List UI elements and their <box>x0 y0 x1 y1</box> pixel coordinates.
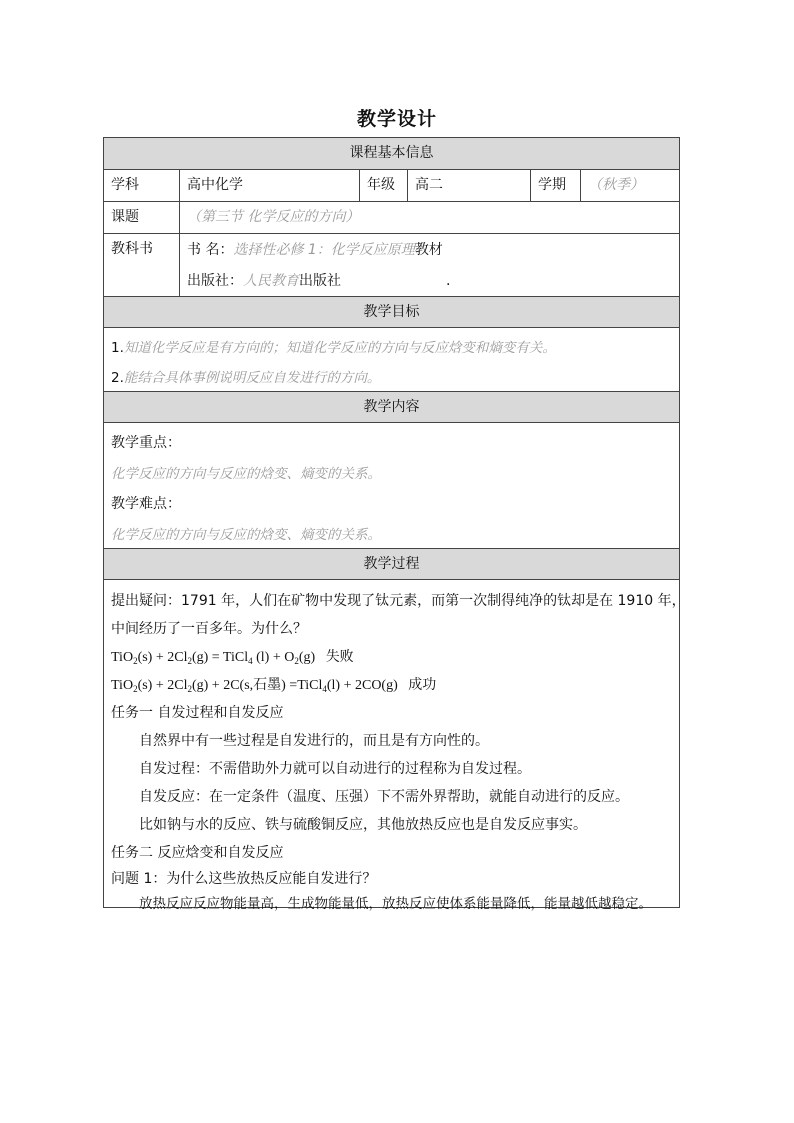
key-point-text: 化学反应的方向与反应的焓变、熵变的关系。 <box>111 466 381 482</box>
basic-info-header: 课程基本信息 <box>104 138 679 169</box>
textbook-label: 教科书 <box>111 241 153 257</box>
topic-label: 课题 <box>111 209 139 225</box>
content-body <box>104 422 679 548</box>
book-prefix: 书 名： <box>187 242 234 258</box>
subject-label: 学科 <box>111 177 139 193</box>
publisher-prefix: 出版社： <box>187 273 243 289</box>
topic-value: （第三节 化学反应的方向） <box>179 202 679 233</box>
book-line <box>187 239 443 259</box>
document-title: 教学设计 <box>356 108 437 130</box>
task-1-para-3: 自发反应：在一定条件（温度、压强）下不需外界帮助，就能自动进行的反应。 <box>139 789 629 805</box>
answer-1: 放热反应反应物能量高，生成物能量低，放热反应使体系能量降低，能量越低越稳定。 <box>139 896 652 912</box>
task-2-title: 任务二 反应焓变和自发反应 <box>111 845 284 861</box>
lesson-plan-table <box>103 137 686 912</box>
task-1-title: 任务一 自发过程和自发反应 <box>111 705 284 721</box>
subject-row <box>104 169 679 201</box>
process-body <box>104 579 686 912</box>
objectives-header: 教学目标 <box>104 296 679 327</box>
content-header: 教学内容 <box>104 391 679 422</box>
publisher-dot: . <box>446 273 451 289</box>
objectives-body <box>104 327 679 391</box>
difficult-point-label: 教学难点： <box>111 496 181 512</box>
subject-value: 高中化学 <box>179 170 359 201</box>
objective-1-number: 1. <box>111 340 124 356</box>
term-value: （秋季） <box>580 170 679 201</box>
publisher-suffix: 出版社 <box>299 273 341 289</box>
process-header: 教学过程 <box>104 548 679 579</box>
process-question-line-1: 提出疑问：1791 年，人们在矿物中发现了钛元素，而第一次制得纯净的钛却是在 1910 年， <box>111 593 686 609</box>
process-question-line-2: 中间经历了一百多年。为什么？ <box>111 621 307 637</box>
equation-2-result: 成功 <box>408 677 437 693</box>
topic-row <box>104 201 679 233</box>
objective-2-text: 能结合具体事例说明反应自发进行的方向。 <box>123 370 381 386</box>
book-name: 选择性必修 1：化学反应原理 <box>233 242 415 258</box>
equation-1: $TiO_2(s) + 2Cl_2(g)$ = TiCl$_4$ $(l) + O_2(g)$ 失败 <box>111 649 354 666</box>
objective-2-number: 2. <box>111 370 124 386</box>
grade-value: 高二 <box>407 170 530 201</box>
task-1-para-4: 比如钠与水的反应、铁与硫酸铜反应，其他放热反应也是自发反应事实。 <box>139 817 587 833</box>
publisher-line <box>187 270 450 290</box>
book-suffix: 教材 <box>414 242 443 258</box>
difficult-point-text: 化学反应的方向与反应的焓变、熵变的关系。 <box>111 527 381 543</box>
textbook-detail <box>179 234 679 296</box>
question-1: 问题 1：为什么这些放热反应能自发进行？ <box>111 871 377 887</box>
key-point-label: 教学重点： <box>111 435 181 451</box>
objective-1 <box>111 336 556 356</box>
equation-2: $TiO_2(s) + 2Cl_2(g) + 2C(s$,石墨) =TiCl$_4$(l) + 2CO(g) 成功 <box>111 677 437 694</box>
grade-label: 年级 <box>359 170 407 201</box>
objective-2 <box>111 366 380 386</box>
task-1-para-1: 自然界中有一些过程是自发进行的，而且是有方向性的。 <box>139 733 489 749</box>
objective-1-text: 知道化学反应是有方向的；知道化学反应的方向与反应焓变和熵变有关。 <box>123 340 556 356</box>
task-1-para-2: 自发过程：不需借助外力就可以自动进行的过程称为自发过程。 <box>139 761 531 777</box>
term-label: 学期 <box>530 170 580 201</box>
textbook-row <box>104 233 679 296</box>
equation-1-result: 失败 <box>325 649 354 665</box>
publisher-name: 人民教育 <box>243 273 299 289</box>
